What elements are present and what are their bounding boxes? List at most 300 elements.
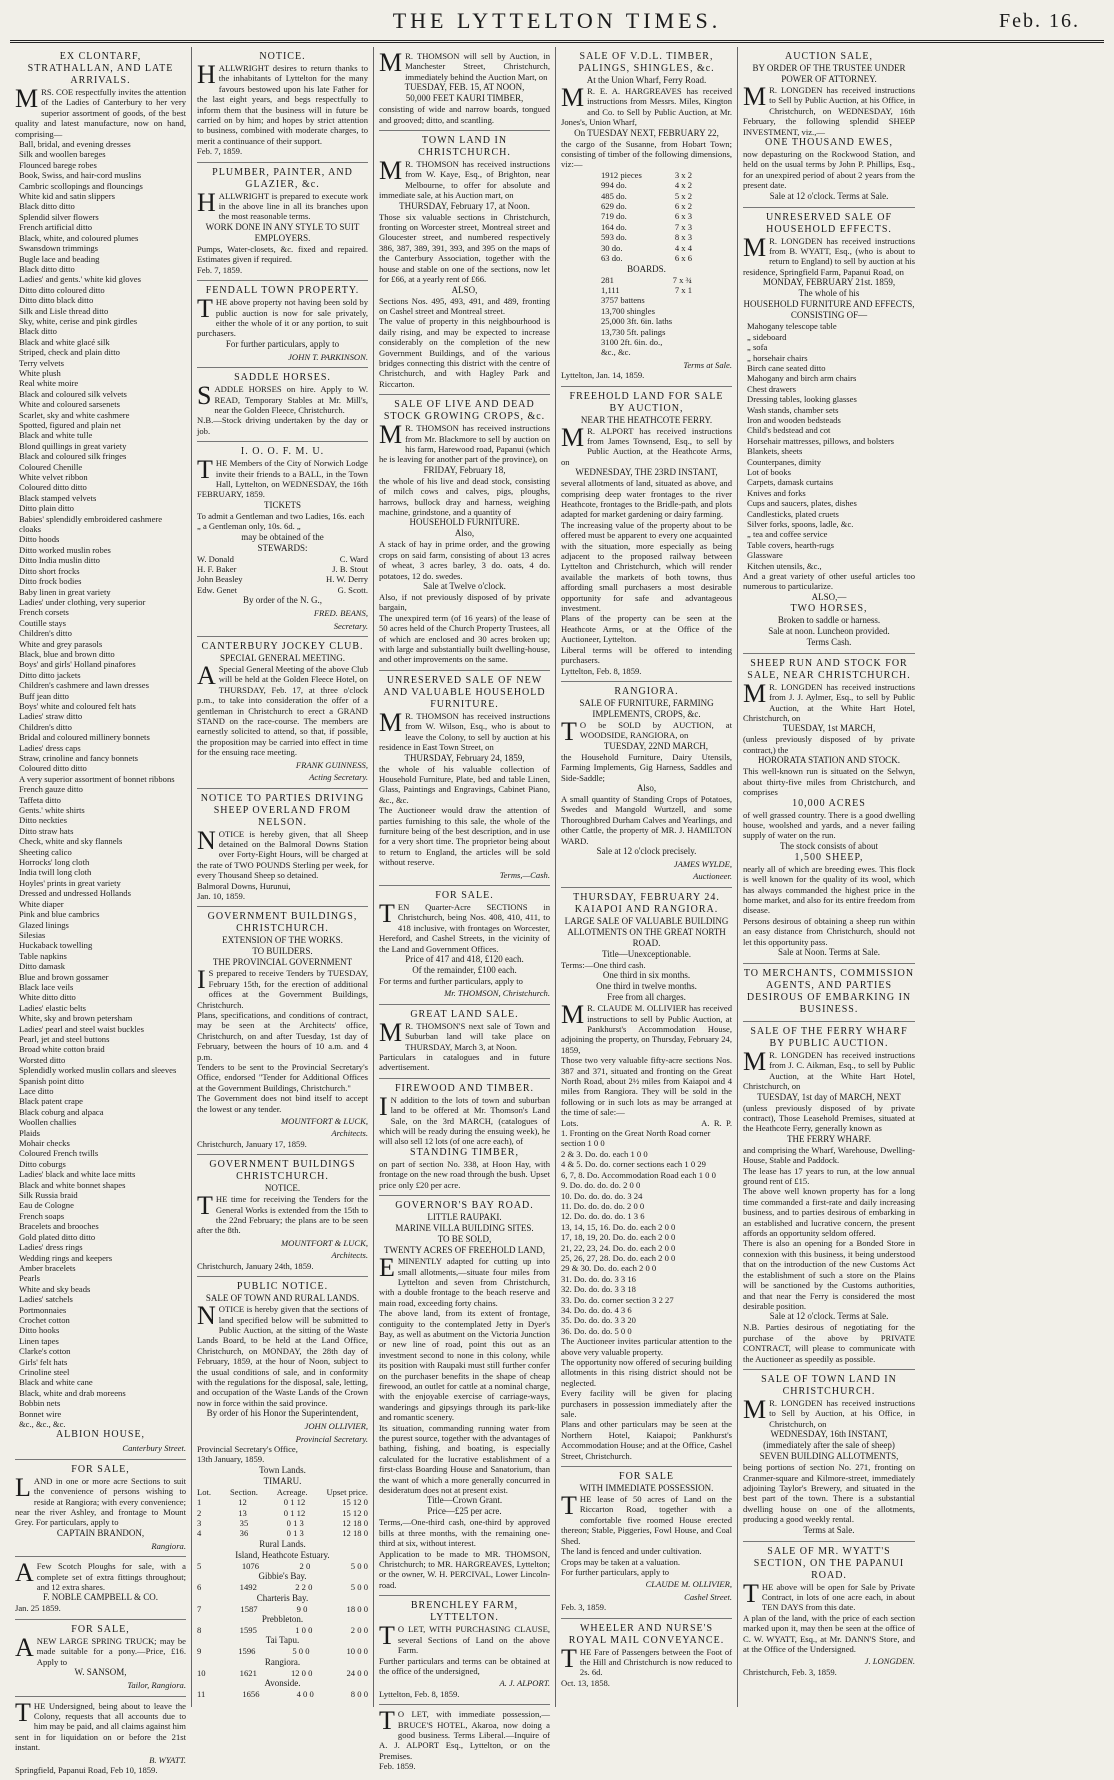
ad-sale: Sale at noon. Luncheon provided. <box>743 626 915 637</box>
ad-sale: Sale at 12 o'clock. Terms at Sale. <box>743 1311 915 1322</box>
table-cell: 4 <box>197 1528 201 1538</box>
ad-body: TEN Quarter-Acre SECTIONS in Christchurch, being Nos. 408, 410, 411, to 418 inclusive, with frontages on Worcester, Hereford, and Cashel Streets, in the vicinity of the Land and Government Offices. <box>379 902 550 954</box>
list-item: Black and white glacé silk <box>15 337 186 347</box>
ad-auction-sale <box>743 47 915 208</box>
list-item: Gold plated ditto ditto <box>15 1232 186 1242</box>
ad-body-6: nearly all of which are breeding ewes. This flock is well known for the quality of its wool, which has always commanded the highest price in the home market, and also for its entire freedom from disease. <box>743 864 915 916</box>
ad-body-4: Sale at 12 o'clock precisely. <box>561 846 732 857</box>
ad-sub: WITH IMMEDIATE POSSESSION. <box>561 1483 732 1494</box>
list-item: Ball, bridal, and evening dresses <box>15 139 186 149</box>
list-item: Black patent crape <box>15 1096 186 1106</box>
table-cell: 593 do. <box>601 232 627 242</box>
list-item: Black ditto <box>15 326 186 336</box>
table-row <box>561 201 732 211</box>
ad-header: AUCTION SALE, <box>743 51 915 63</box>
ad-body: M R. THOMSON has received instructions from W. Kaye, Esq., of Brighton, near Melbourne, to offer for absolute and immediate sale, at his Auction mart, on <box>379 159 550 201</box>
list-item: Boys' and girls' Holland pinafores <box>15 659 186 669</box>
ad-price: Price—£25 per acre. <box>379 1506 550 1517</box>
list-item: 13,700 shingles <box>601 306 732 316</box>
list-item: „ horsehair chairs <box>743 353 915 363</box>
list-item: Table covers, hearth-rugs <box>743 540 915 550</box>
stewards-label: STEWARDS: <box>197 543 368 554</box>
ad-body-4: The Government does not bind itself to accept the lowest or any tender. <box>197 1093 368 1114</box>
list-item: Mohair checks <box>15 1138 186 1148</box>
drop-cap: T <box>379 1710 395 1732</box>
list-item: Ditto ditto coloured ditto <box>15 285 186 295</box>
ad-body-3: Sale at 12 o'clock. Terms at Sale. <box>743 191 915 202</box>
table-cell: 719 do. <box>601 211 627 221</box>
drop-cap: N <box>197 1305 216 1327</box>
list-item: Portmonnaies <box>15 1305 186 1315</box>
table-cell: 4 x 2 <box>675 180 692 190</box>
list-item: „ sofa <box>743 342 915 352</box>
ad-name: B. WYATT. <box>15 1755 186 1765</box>
table-row: 7 1587 9 0 18 0 0 <box>197 1604 368 1614</box>
list-item: 12. Do. do. do. do. 1 3 6 <box>561 1211 732 1221</box>
table-cell: 63 do. <box>601 253 622 263</box>
ad-sub: TO BUILDERS. <box>197 946 368 957</box>
list-item: Ditto neckties <box>15 815 186 825</box>
ad-date: TUESDAY, 1st day of MARCH, NEXT <box>743 1092 915 1103</box>
lands-table-header: Lot. Section. Acreage. Upset price. <box>197 1487 368 1497</box>
list-item: Black, white, and coloured plumes <box>15 233 186 243</box>
list-item: Ditto coburgs <box>15 1159 186 1169</box>
ad-header: TO MERCHANTS, COMMISSION AGENTS, AND PARTIES DESIROUS OF EMBARKING IN BUSINESS. <box>743 968 915 1016</box>
ad-body-3: The Auctioneer invites particular attention to the above very valuable property. <box>561 1336 732 1357</box>
ad-body-6: The unexpired term (of 16 years) of the lease of 50 acres held of the Church Property Trustees, all of which are enclosed and 30 acres broken up; with large and substantially built dwelling-house, and other improvements on the same. <box>379 613 550 665</box>
ad-body: M R. LONGDEN has received instructions from J. C. Aikman, Esq., to sell by Public Auction, at the White Hart Hotel, Christchurch, on <box>743 1050 915 1092</box>
ad-also: ALSO,— <box>743 592 915 603</box>
ad-date: Christchurch, Feb. 3, 1859. <box>743 1667 915 1677</box>
ad-sub: NEAR THE HEATHCOTE FERRY. <box>561 415 732 426</box>
ad-rangiora-furniture <box>561 682 732 888</box>
ad-sub: SALE OF FURNITURE, FARMING IMPLEMENTS, CROPS, &c. <box>561 698 732 720</box>
ad-govt-notice <box>197 1155 368 1277</box>
ad-date: Jan. 10, 1859. <box>197 891 368 901</box>
list-item: 32. Do. do. do. 3 3 18 <box>561 1284 732 1294</box>
ad-header: PUBLIC NOTICE. <box>197 1281 368 1293</box>
list-item: Lace ditto <box>15 1086 186 1096</box>
ad-header: BRENCHLEY FARM, LYTTELTON. <box>379 1600 550 1624</box>
ad-body-3: This well-known run is situated on the Selwyn, about thirty-five miles from Christchurch, and comprises <box>743 766 915 797</box>
ad-date: Feb. 7, 1859. <box>197 265 368 275</box>
list-item: White and grey parasols <box>15 639 186 649</box>
list-item: French artificial ditto <box>15 222 186 232</box>
table-cell: 3 x 2 <box>675 170 692 180</box>
list-item: Wedding rings and keepers <box>15 1253 186 1263</box>
ad-fendall <box>197 281 368 368</box>
drop-cap: M <box>743 683 766 705</box>
newspaper-title: THE LYTTELTON TIMES. <box>10 8 1104 34</box>
ad-sheep: 1,500 SHEEP, <box>743 852 915 864</box>
ad-merchants <box>743 964 915 1022</box>
ad-body-5: Also, if not previously disposed of by private bargain, <box>379 592 550 613</box>
list-item: Ditto plain ditto <box>15 503 186 513</box>
ad-body: THE time for receiving the Tenders for the General Works is extended from the 15th to the 22nd February; the plans are to be seen after the 8th. <box>197 1194 368 1236</box>
ad-header-0: THURSDAY, FEBRUARY 24. <box>561 892 732 904</box>
ad-header: GOVERNMENT BUILDINGS, CHRISTCHURCH. <box>197 911 368 935</box>
table-cell: 6 x 2 <box>675 201 692 211</box>
ad-body-2: Those six valuable sections in Christchurch, fronting on Worcester street, Montreal street and Gloucester street, and numbered respectively 386, 387, 389, 391, 393, and 395 on the maps of the Canterbury Association, together with the house and stable on one of the sections, now let for £66, at a yearly rent of £66. <box>379 212 550 285</box>
list-item: 3100 2ft. 6in. do., <box>601 337 732 347</box>
ad-date: Feb. 3, 1859. <box>561 1602 732 1612</box>
ad-body: EMINENTLY adapted for cutting up into small allotments,—situate four miles from Lyttelton and seven from Christchurch, with a double frontage to the beach reserve and main road, exceeding forty chains. <box>379 1256 550 1308</box>
table-cell: 485 do. <box>601 191 627 201</box>
table-cell: 4 x 4 <box>675 243 692 253</box>
list-item: Coloured ditto ditto <box>15 763 186 773</box>
ad-name: Mr. THOMSON, Christchurch. <box>379 988 550 998</box>
table-row: 1,111 7 x 1 <box>561 285 732 295</box>
list-item: Sky, white, cerise and pink girdles <box>15 316 186 326</box>
ad-also: Also, <box>561 783 732 794</box>
ad-header: FREEHOLD LAND FOR SALE BY AUCTION, <box>561 391 732 415</box>
ad-governors-bay <box>379 1196 550 1596</box>
list-item: Ladies' straw ditto <box>15 711 186 721</box>
list-item: Clarke's cotton <box>15 1346 186 1356</box>
list-item: Horsehair mattresses, pillows, and bolsters <box>743 436 915 446</box>
lands-table <box>197 1497 368 1539</box>
list-item: Mahogany telescope table <box>743 321 915 331</box>
ad-body-3: being portions of section No. 271, fronting on Cranmer-square and Kilmore-street, immediately adjoining Taylor's Brewery, and situated in the best part of the town. There is a substantial dwelling house on one of the allotments, producing a good weekly rental. <box>743 1462 915 1524</box>
list-item: Ditto damask <box>15 961 186 971</box>
drop-cap: S <box>197 385 211 407</box>
ad-header: UNRESERVED SALE OF NEW AND VALUABLE HOUSEHOLD FURNITURE. <box>379 675 550 711</box>
list-item: „ tea and coffee service <box>743 529 915 539</box>
table-cell: 8 x 3 <box>675 232 692 242</box>
section-label: Prebbleton. <box>197 1614 368 1625</box>
column-1 <box>10 47 192 1707</box>
ad-item: 50,000 FEET KAURI TIMBER, <box>379 93 550 104</box>
column-5 <box>738 47 920 1707</box>
table-cell: 629 do. <box>601 201 627 211</box>
table-row <box>197 1497 368 1507</box>
ad-body-2: the whole of his live and dead stock, consisting of milch cows and calves, pigs, ploughs, harrows, bullock dray and harness, weighing machine, grindstone, and a quantity of <box>379 476 550 518</box>
table-cell: 12 18 0 <box>342 1518 368 1528</box>
ad-body: M R. THOMSON will sell by Auction, in Manchester Street, Christchurch, immediately behind the Auction Mart, on <box>379 51 550 82</box>
ad-name: F. NOBLE CAMPBELL & CO. <box>15 1592 186 1603</box>
table-row: 9 1596 5 0 0 10 0 0 <box>197 1646 368 1656</box>
ad-body-2: Those two very valuable fifty-acre sections Nos. 387 and 371, situated and fronting on the Great North Road, about 2½ miles from Kaiapoi and 4 miles from Rangiora. They will be sold in the following or in such lots as may be arranged at the time of sale:— <box>561 1055 732 1117</box>
table-row: 6 1492 2 2 0 5 0 0 <box>197 1582 368 1592</box>
table-cell: 15 12 0 <box>342 1508 368 1518</box>
ad-name: JOHN T. PARKINSON. <box>197 352 368 362</box>
ad-header: PLUMBER, PAINTER, AND GLAZIER, &c. <box>197 167 368 191</box>
ad-body-5: The stock consists of about <box>743 841 915 852</box>
list-item: Ditto ditto jackets <box>15 670 186 680</box>
timber-dimensions <box>561 170 732 264</box>
ad-body-3: The increasing value of the property about to be offered must be apparent to every one acquainted with the situation, more especially as being adjacent to the proposed railway between Lyttelton and Christchurch, which will render available the markets of both towns, thus affording small purchasers a most desirable opportunity for safe and advantageous investment. <box>561 520 732 614</box>
ad-header: FOR SALE, <box>15 1624 186 1636</box>
ad-date: Feb. 1859. <box>379 1761 550 1771</box>
ad-body: M R. LONGDEN has received instructions from B. WYATT, Esq., (who is about to return to England) to sell by auction at his residence, Springfield Farm, Papanui Road, on <box>743 236 915 278</box>
stewards-row: H. F. Baker J. B. Stout <box>197 564 368 574</box>
ad-date: 13th January, 1859. <box>197 1454 368 1464</box>
list-item: White and coloured sarsenets <box>15 399 186 409</box>
table-row <box>197 1528 368 1538</box>
list-item: Ditto short frocks <box>15 566 186 576</box>
list-item: A very superior assortment of bonnet ribbons <box>15 774 186 784</box>
ad-body-4: The value of property in this neighbourhood is daily rising, and may be expected to increase considerably on the completion of the new Government Buildings, and of the various bridges connecting this district with the centre of Christchurch, and with Hagley Park and Riccarton. <box>379 316 550 389</box>
list-item: Coutille stays <box>15 618 186 628</box>
ad-place: Balmoral Downs, Hurunui, <box>197 881 368 891</box>
table-row <box>561 180 732 190</box>
table-row: 5 1076 2 0 5 0 0 <box>197 1561 368 1571</box>
list-item: Black coburg and alpaca <box>15 1107 186 1117</box>
list-item: Worsted ditto <box>15 1055 186 1065</box>
ad-header: KAIAPOI AND RANGIORA. <box>561 904 732 916</box>
list-item: Dressing tables, looking glasses <box>743 394 915 404</box>
ad-body-2: For further particulars, apply to <box>197 339 368 350</box>
list-item: Dressed and undressed Hollands <box>15 888 186 898</box>
ad-body: T O LET, with immediate possession,—BRUCE'S HOTEL, Akaroa, now doing a good business. Terms Liberal.—Inquire of A. J. ALPORT Esq., Lyttelton, or on the Premises. <box>379 1709 550 1761</box>
ad-sub: EXTENSION OF THE WORKS. <box>197 935 368 946</box>
ad-body: T O LET, WITH PURCHASING CLAUSE, several Sections of Land on the above Farm. <box>379 1624 550 1655</box>
drop-cap: M <box>743 86 766 108</box>
ad-note: N.B.—Stock driving undertaken by the day or job. <box>197 415 368 436</box>
ad-body: HALLWRIGHT desires to return thanks to the inhabitants of Lyttelton for the many favours bestowed upon his late Father for the last eight years, and begs respectfully to inform them that the business will in future be carried on by him; and hopes by strict attention to business, combined with moderate charges, to merit a continuance of their support. <box>197 63 368 146</box>
list-item: Kitchen utensils, &c., <box>743 561 915 571</box>
stewards-row: John Beasley H. W. Derry <box>197 574 368 584</box>
list-item: Glassware <box>743 550 915 560</box>
ad-header: CANTERBURY JOCKEY CLUB. <box>197 641 368 653</box>
ad-firewood <box>379 1079 550 1196</box>
ad-body: M R. LONGDEN has received instructions from J. J. Aylmer, Esq., to sell by Public Auction, at the White Hart Hotel, Christchurch, on <box>743 682 915 724</box>
list-item: Pearl, jet and steel buttons <box>15 1034 186 1044</box>
drop-cap: E <box>379 1257 395 1279</box>
list-item: Ladies' under clothing, very superior <box>15 597 186 607</box>
list-item: French gauze ditto <box>15 784 186 794</box>
ad-header: NOTICE TO PARTIES DRIVING SHEEP OVERLAND FROM NELSON. <box>197 793 368 829</box>
ad-header: RANGIORA. <box>561 686 732 698</box>
ad-date: TUESDAY, 22ND MARCH, <box>561 741 732 752</box>
ad-note: WORK DONE IN ANY STYLE TO SUIT EMPLOYERS. <box>197 222 368 244</box>
lots-list <box>561 1149 732 1336</box>
ad-terms: Terms:—One third cash. <box>561 960 732 970</box>
list-item: 35. Do. do. do. 3 3 20 <box>561 1315 732 1325</box>
ad-header: FIREWOOD AND TIMBER. <box>379 1083 550 1095</box>
table-cell: 15 12 0 <box>342 1497 368 1507</box>
table-cell: 7 x 3 <box>675 222 692 232</box>
drop-cap: T <box>197 1195 213 1217</box>
ad-body-4: And a great variety of other useful articles too numerous to particularize. <box>743 571 915 592</box>
table-cell: 164 do. <box>601 222 627 232</box>
list-item: Lot of books <box>743 467 915 477</box>
list-item: White velvet ribbon <box>15 472 186 482</box>
ad-date-2: Lyttelton, Feb. 8, 1859. <box>561 666 732 676</box>
drop-cap: H <box>197 64 216 86</box>
ad-great-land-sale <box>379 1005 550 1079</box>
ad-body-2: (immediately after the sale of sheep) <box>743 1440 915 1451</box>
ad-title: Title—Crown Grant. <box>379 1495 550 1506</box>
table-cell: 2 <box>197 1508 201 1518</box>
list-item: Linen tapes <box>15 1336 186 1346</box>
drop-cap: M <box>561 427 584 449</box>
list-item: Buff jean ditto <box>15 691 186 701</box>
list-item: Ditto ditto black ditto <box>15 295 186 305</box>
ad-body-4: The opportunity now offered of securing building allotments in this rising district should not be neglected. <box>561 1357 732 1388</box>
ad-place: Rangiora. <box>15 1541 186 1551</box>
ad-name: FRANK GUINNESS, <box>197 760 368 770</box>
list-item: Pink and blue cambrics <box>15 909 186 919</box>
drop-cap: T <box>561 721 577 743</box>
ad-date: WEDNESDAY, 16th INSTANT, <box>743 1429 915 1440</box>
list-item: Blond quillings in great variety <box>15 441 186 451</box>
ad-body-5: Liberal terms will be offered to intending purchasers. <box>561 645 732 666</box>
drop-cap: M <box>379 52 402 74</box>
ad-terms: Terms,—Cash. <box>379 870 550 880</box>
ad-body-2: the Household Furniture, Dairy Utensils, Farming Implements, Gig Harness, Saddles and Side-Saddle; <box>561 752 732 783</box>
list-item: 4 & 5. Do. do. corner sections each 1 0 29 <box>561 1159 732 1169</box>
list-item: Children's ditto <box>15 628 186 638</box>
ad-extra: Pumps, Water-closets, &c. fixed and repaired. Estimates given if required. <box>197 244 368 265</box>
list-item: Mahogany and birch arm chairs <box>743 373 915 383</box>
list-item: Child's bedstead and cot <box>743 425 915 435</box>
ad-allwright-notice <box>197 47 368 163</box>
ad-acres: 10,000 ACRES <box>743 798 915 810</box>
ad-name: JAMES WYLDE, <box>561 859 732 869</box>
drop-cap: T <box>379 1625 395 1647</box>
ad-sub: HOUSEHOLD FURNITURE. <box>379 517 550 528</box>
ad-header: I. O. O. F. M. U. <box>197 446 368 458</box>
ad-body-2: Further particulars and terms can be obtained at the office of the undersigned, <box>379 1656 550 1677</box>
ad-body: THE above will be open for Sale by Private Contract, in lots of one acre each, in about TEN DAYS from this date. <box>743 1582 915 1613</box>
list-item: Blankets, sheets <box>743 446 915 456</box>
list-item: Coloured Chenille <box>15 462 186 472</box>
ad-body-3: Its situation, commanding running water from the purest source, together with the advantages of bathing, fishing, and boating, is especially calculated for the lucrative establishment of a first-class Boarding House and Sanatorium, than the want of which a more generally concurred in desideratum does not at present exist. <box>379 1423 550 1496</box>
ad-ferry-wharf <box>743 1022 915 1370</box>
ad-body: M R. THOMSON has received instructions from W. Wilson, Esq., who is about to leave the Colony, to sell by auction at his residence in East Town Street, on <box>379 711 550 753</box>
list-item: White ditto ditto <box>15 992 186 1002</box>
ad-header: NOTICE. <box>197 51 368 63</box>
boards-label: BOARDS. <box>561 264 732 275</box>
section-label: Town Lands. <box>197 1465 368 1476</box>
list-item: Carpets, damask curtains <box>743 477 915 487</box>
ad-role: Architects. <box>197 1250 368 1260</box>
list-item: Sheeting calico <box>15 847 186 857</box>
ad-body: THE above property not having been sold by public auction is now for sale privately, either the whole of it or any portion, to suit purchasers. <box>197 297 368 339</box>
ad-household-effects <box>743 208 915 654</box>
list-item: Hoyles' prints in great variety <box>15 878 186 888</box>
drop-cap: I <box>197 969 206 991</box>
list-item: Ditto worked muslin robes <box>15 545 186 555</box>
ad-body: ANEW LARGE SPRING TRUCK; may be made suitable for a pony.—Price, £16. Apply to <box>15 1636 186 1667</box>
ad-header: SALE OF V.D.L. TIMBER, PALINGS, SHINGLES, &c. <box>561 51 732 75</box>
list-item: Boys' white and coloured felt hats <box>15 701 186 711</box>
ad-body-6: Plans and other particulars may be seen at the Northern Hotel, Kaiapoi; Pankhurst's Accommodation House; and at the Office, Cashel Street, Christchurch. <box>561 1419 732 1461</box>
list-item: Black and coloured silk velvets <box>15 389 186 399</box>
ad-date: MONDAY, FEBRUARY 21st. 1859, <box>743 277 915 288</box>
ad-body-2: The land is fenced and under cultivation. <box>561 1546 732 1556</box>
list-item: Straw, crinoline and fancy bonnets <box>15 753 186 763</box>
ad-body-3: the cargo of the Susanne, from Hobart Town; consisting of timber of the following dimensions, viz:— <box>561 139 732 170</box>
ad-body-2: (unless previously disposed of by private contract), Those Leasehold Premises, situated at the Heathcote Ferry, generally known as <box>743 1103 915 1134</box>
list-item: Girls' felt hats <box>15 1357 186 1367</box>
ad-date: Lyttelton, Jan. 14, 1859. <box>561 370 732 380</box>
ad-body-4: of well grassed country. There is a good dwelling house, woolshed and yards, and a never failing supply of water on the run. <box>743 810 915 841</box>
ad-terms: Terms at Sale. <box>561 360 732 370</box>
ticket-line: may be obtained of the <box>197 532 368 543</box>
ad-sub: STANDING TIMBER, <box>379 1147 550 1159</box>
ad-live-dead-stock <box>379 395 550 671</box>
ad-date: Feb. 7, 1859. <box>197 146 368 156</box>
ad-role: Secretary. <box>197 621 368 631</box>
ad-header: FENDALL TOWN PROPERTY. <box>197 285 368 297</box>
ad-header: SALE OF LIVE AND DEAD STOCK GROWING CROPS, &c. <box>379 399 550 423</box>
ad-order: By order of the N. G., <box>197 595 368 606</box>
ad-apply: Application to be made to MR. THOMSON, Christchurch; to MR. HARGREAVES, Lyttelton; or the owner, W. H. PERCIVAL, Lower Lincoln-road. <box>379 1549 550 1591</box>
ad-terms-3: One third in twelve months. <box>561 981 732 992</box>
list-item: 17, 18, 19, 20. Do. do. each 2 0 0 <box>561 1232 732 1242</box>
tickets-label: TICKETS <box>197 500 368 511</box>
list-item: 21, 22, 23, 24. Do. do. each 2 0 0 <box>561 1243 732 1253</box>
drop-cap: L <box>15 1477 31 1499</box>
list-item: Flounced barege robes <box>15 160 186 170</box>
ad-header: EX CLONTARF, STRATHALLAN, AND LATE ARRIVALS. <box>15 51 186 87</box>
ad-body-4: For further particulars, apply to <box>561 1567 732 1577</box>
ad-mrs-coe <box>15 47 186 1460</box>
drop-cap: M <box>379 1022 402 1044</box>
list-item: Spotted, figured and plain net <box>15 420 186 430</box>
list-item: Silk Russia braid <box>15 1190 186 1200</box>
ad-body: NOTICE is hereby given that the sections of land specified below will be submitted to Public Auction, at the sitting of the Waste Lands Board, to be held at the Land Office, Christchurch, on MONDAY, the 28th day of February, 1859, at the hour of Noon, subject to the usual conditions of sale, and in conformity with the regulations for the disposal, sale, letting, and occupation of the Waste Lands of the Crown now in force within the said province. <box>197 1304 368 1408</box>
list-item: Silk and woollen bareges <box>15 149 186 159</box>
table-cell: 13 <box>238 1508 247 1518</box>
list-item: Ladies' elastic belts <box>15 1003 186 1013</box>
ad-header: GOVERNOR'S BAY ROAD. <box>379 1200 550 1212</box>
ad-terms-4: Free from all charges. <box>561 992 732 1003</box>
list-item: Book, Swiss, and hair-cord muslins <box>15 170 186 180</box>
ad-date: FRIDAY, February 18, <box>379 465 550 476</box>
list-item: Ladies' black and white lace mitts <box>15 1169 186 1179</box>
table-cell: 0 1 12 <box>284 1508 305 1518</box>
ad-body-5: The above well known property has for a long time commanded a first-rate and daily increasing business, and to parties desirous of embarking in an established and lucrative concern, the present affords an opportunity seldom offered. <box>743 1186 915 1238</box>
list-item: Ladies' pearl and steel waist buckles <box>15 1024 186 1034</box>
list-item: 29 & 30. Do. do. each 2 0 0 <box>561 1263 732 1273</box>
list-item: 25,000 3ft. 6in. laths <box>601 316 732 326</box>
table-cell: 6 x 3 <box>675 211 692 221</box>
list-item: Counterpanes, dimity <box>743 457 915 467</box>
ad-saddle-horses <box>197 368 368 442</box>
table-cell: 12 18 0 <box>342 1528 368 1538</box>
list-item: India twill long cloth <box>15 867 186 877</box>
ad-date: THURSDAY, February 24, 1859, <box>379 753 550 764</box>
ad-sub: ROYAL MAIL CONVEYANCE. <box>561 1635 732 1647</box>
ad-title: Title—Unexceptionable. <box>561 949 732 960</box>
ad-name: CLAUDE M. OLLIVIER, <box>561 1579 732 1589</box>
ad-body-4: The lease has 17 years to run, at the low annual ground rent of £15. <box>743 1166 915 1187</box>
table-row: 8 1595 1 0 0 2 0 0 <box>197 1625 368 1635</box>
ad-date: TUESDAY, 1st MARCH, <box>743 723 915 734</box>
ad-role: Provincial Secretary. <box>197 1434 368 1444</box>
drop-cap: T <box>197 459 213 481</box>
ad-body-3: The Auctioneer would draw the attention of parties furnishing to this sale, the whole of the furniture being of the best description, and in use for a very short time. The proprietor being about to return to England, the articles will be sold without reserve. <box>379 805 550 867</box>
list-item: Woollen challies <box>15 1117 186 1127</box>
table-row <box>561 243 732 253</box>
ad-body-4: Sale at Twelve o'clock. <box>379 581 550 592</box>
drop-cap: I <box>379 1096 388 1118</box>
ad-spring-truck <box>15 1620 186 1697</box>
list-item: Silk and Lisle thread ditto <box>15 306 186 316</box>
ad-body: I S prepared to receive Tenders by TUESDAY, February 15th, for the erection of additional offices at the Government Buildings, Christchurch. <box>197 968 368 1010</box>
ad-body-6: There is also an opening for a Bonded Store in connexion with this business, it being understood that on the introduction of the new Customs Act the establishment of such a store on the Plains will be sanctioned by the Customs authorities, and that near the Ferry is considered the most desirable position. <box>743 1238 915 1311</box>
ad-freehold-land <box>561 387 732 682</box>
list-item: Bridal and coloured millinery bonnets <box>15 732 186 742</box>
drop-cap: T <box>197 298 213 320</box>
ad-body: LAND in one or more acre Sections to suit the convenience of persons wishing to reside at Rangiora; with every convenience; near the river Ashley, and frontage to Mount Grey. For particulars, apply to <box>15 1476 186 1528</box>
list-item: Coloured French twills <box>15 1148 186 1158</box>
list-item: Black, blue and brown ditto <box>15 649 186 659</box>
goods-list <box>15 139 186 1429</box>
